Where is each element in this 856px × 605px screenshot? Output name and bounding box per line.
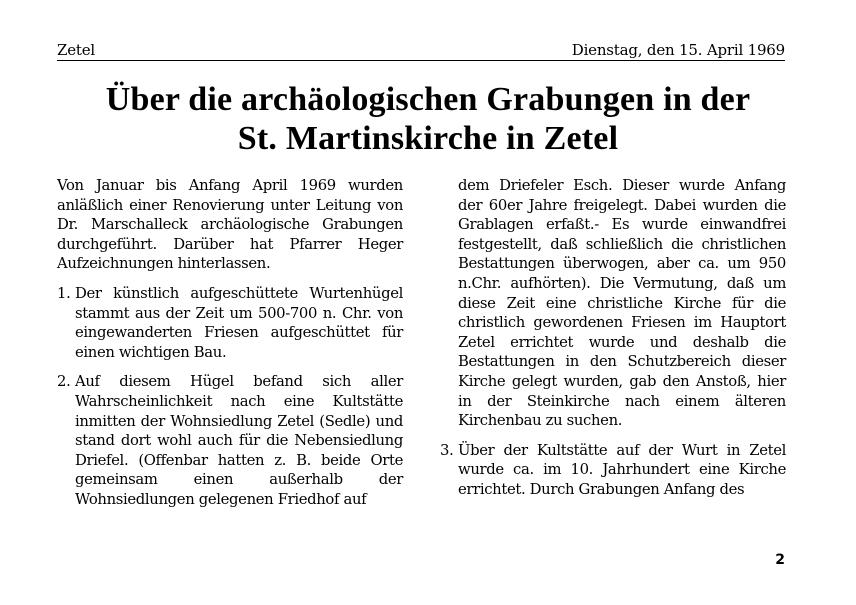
list-number: 2. (57, 373, 71, 391)
left-column (57, 176, 403, 520)
article-title (40, 80, 816, 158)
header-place: Zetel (57, 41, 96, 59)
list-number: 3. (440, 441, 454, 459)
list-item-text: Auf diesem Hügel befand sich aller Wahrscheinlichkeit nach eine Kultstätte inmitten der Wohnsiedlung Zetel (Sedle) und stand dort wohl auch für die Nebensiedlung Driefel. (Offenbar hatten z. B. beide Orte gemeinsam einen außerhalb der Wohnsiedlungen gelegenen Friedhof auf (75, 373, 403, 508)
list-item-text: Über der Kultstätte auf der Wurt in Zetel wurde ca. im 10. Jahrhundert eine Kirche errichtet. Durch Grabungen Anfang des (458, 441, 786, 498)
title-line-2: St. Martinskirche in Zetel (237, 120, 619, 157)
header-date: Dienstag, den 15. April 1969 (571, 41, 785, 59)
right-column (440, 176, 786, 510)
continuation-text: dem Driefeler Esch. Dieser wurde Anfang der 60er Jahre freigelegt. Dabei wurden die Grablagen erfaßt.- Es wurde einwandfrei festgestellt, daß schließlich die christlichen Bestattungen überwogen, aber ca. um 950 n.Chr. aufhörten). Die Vermutung, daß um diese Zeit eine christliche Kirche für die christlich gewordenen Friesen im Hauptort Zetel errichtet wurde und deshalb die Bestattungen in den Schutzbereich dieser Kirche gelegt wurden, gab den Anstoß, hier in der Steinkirche nach einem älteren Kirchenbau zu suchen. (458, 177, 786, 430)
list-item-2-continuation (440, 176, 786, 431)
list-number: 1. (57, 284, 71, 302)
list-item-text: Der künstlich aufgeschüttete Wurtenhügel stammt aus der Zeit um 500-700 n. Chr. von eingewanderten Friesen aufgeschüttet für einen wichtigen Bau. (75, 284, 403, 361)
list-item-1 (57, 284, 403, 362)
list-item-2 (57, 372, 403, 509)
list-item-3 (440, 441, 786, 500)
title-line-1: Über die archäologischen Grabungen in der (105, 81, 751, 118)
intro-paragraph: Von Januar bis Anfang April 1969 wurden anläßlich einer Renovierung unter Leitung von Dr. Marschalleck archäologische Grabungen durchgeführt. Darüber hat Pfarrer Heger Aufzeichnungen hinterlassen. (57, 177, 403, 273)
page-number: 2 (775, 552, 785, 568)
page-header (57, 38, 785, 61)
